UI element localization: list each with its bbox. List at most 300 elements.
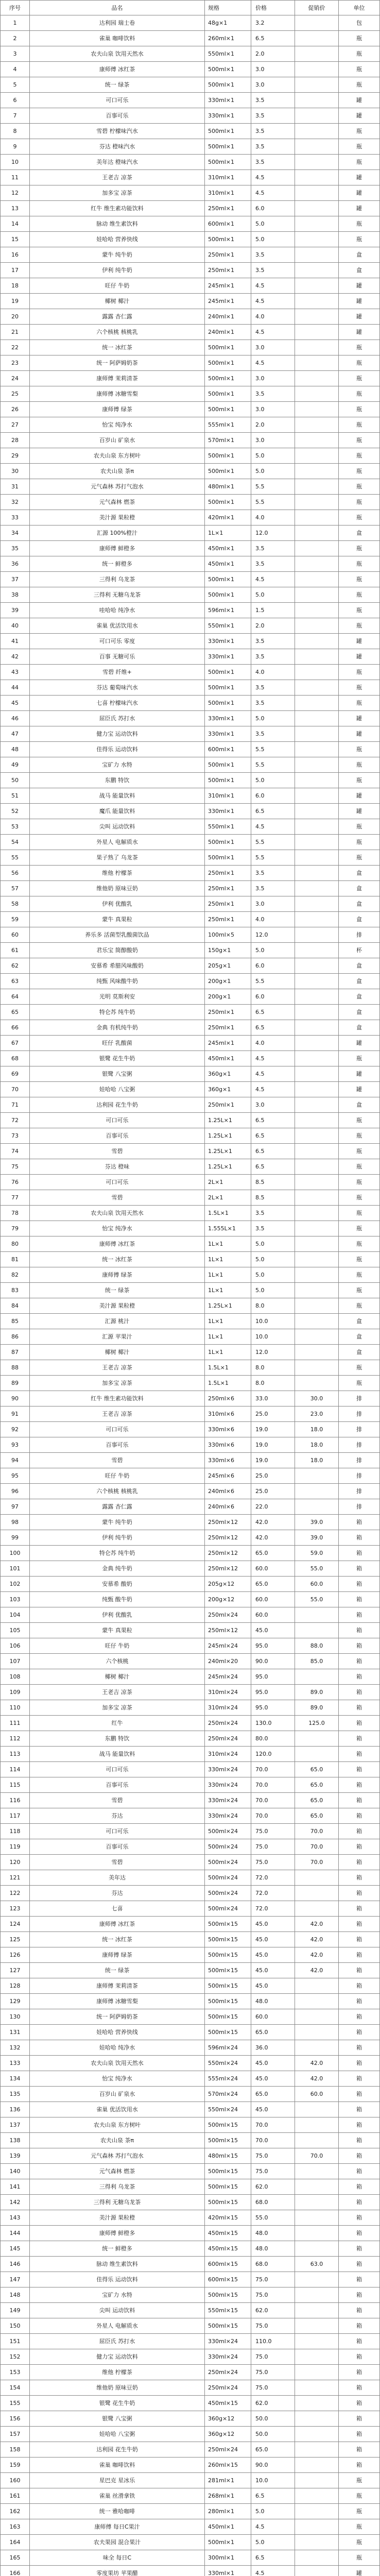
row-product-name: 元气森林 苏打气泡水	[30, 479, 205, 495]
row-unit: 排	[339, 1453, 380, 1468]
row-spec: 550ml×1	[205, 618, 251, 634]
row-unit: 瓶	[339, 1051, 380, 1066]
row-price: 60.0	[251, 2009, 295, 2025]
row-promo-price	[295, 2195, 339, 2210]
row-unit: 盒	[339, 1345, 380, 1360]
table-row	[0, 1097, 380, 1113]
row-unit: 罐	[339, 726, 380, 742]
row-price: 42.0	[251, 1515, 295, 1530]
row-price: 3.5	[251, 541, 295, 556]
row-product-name: 蒙牛 纯牛奶	[30, 1515, 205, 1530]
row-price: 4.5	[251, 170, 295, 185]
row-product-name: 蒙牛 纯牛奶	[30, 247, 205, 263]
row-unit: 瓶	[339, 680, 380, 696]
row-index: 66	[0, 1020, 30, 1036]
row-promo-price	[295, 958, 339, 974]
row-spec: 1L×1	[205, 526, 251, 541]
row-spec: 1L×1	[205, 1267, 251, 1283]
row-price: 3.0	[251, 371, 295, 386]
row-spec: 250ml×1	[205, 201, 251, 216]
row-spec: 250ml×24	[205, 1716, 251, 1731]
row-product-name: 芬达 橙味汽水	[30, 139, 205, 155]
row-product-name: 宝矿力 水特	[30, 757, 205, 773]
row-product-name: 农夫山泉 东方树叶	[30, 2117, 205, 2133]
row-price: 25.0	[251, 1484, 295, 1499]
row-unit: 瓶	[339, 464, 380, 479]
row-promo-price	[295, 371, 339, 386]
row-index: 21	[0, 325, 30, 340]
row-product-name: 达利园 花生牛奶	[30, 1097, 205, 1113]
row-promo-price	[295, 726, 339, 742]
row-promo-price: 70.0	[295, 1839, 339, 1855]
row-promo-price	[295, 556, 339, 572]
row-price: 5.0	[251, 587, 295, 603]
row-index: 84	[0, 1298, 30, 1314]
row-unit: 箱	[339, 2334, 380, 2349]
row-spec: 280ml×1	[205, 2504, 251, 2519]
row-price: 3.5	[251, 247, 295, 263]
row-promo-price: 70.0	[295, 2148, 339, 2164]
row-price: 3.5	[251, 108, 295, 124]
table-row	[0, 541, 380, 556]
row-product-name: 佳得乐 运动饮料	[30, 742, 205, 757]
row-product-name: 农夫山泉 饮用天然水	[30, 1206, 205, 1221]
row-spec: 330ml×24	[205, 2349, 251, 2365]
row-promo-price	[295, 2102, 339, 2117]
row-spec: 250ml×24	[205, 2365, 251, 2380]
row-price: 3.5	[251, 1206, 295, 1221]
row-promo-price	[295, 325, 339, 340]
row-price: 5.0	[251, 1267, 295, 1283]
table-row	[0, 2334, 380, 2349]
row-product-name: 星巴克 星冰乐	[30, 2473, 205, 2488]
row-index: 105	[0, 1623, 30, 1638]
row-promo-price	[295, 634, 339, 649]
row-product-name: 旺仔 牛奶	[30, 1638, 205, 1654]
table-row	[0, 1113, 380, 1128]
row-promo-price	[295, 15, 339, 31]
table-row	[0, 2380, 380, 2396]
row-product-name: 健力宝 运动饮料	[30, 726, 205, 742]
row-index: 71	[0, 1097, 30, 1113]
table-row	[0, 2071, 380, 2087]
row-spec: 48g×1	[205, 15, 251, 31]
row-price: 6.0	[251, 788, 295, 804]
row-price: 5.0	[251, 773, 295, 788]
row-price: 68.0	[251, 2195, 295, 2210]
table-row	[0, 108, 380, 124]
table-row	[0, 1345, 380, 1360]
row-index: 116	[0, 1793, 30, 1808]
row-unit: 箱	[339, 2257, 380, 2272]
row-product-name: 雪碧	[30, 1793, 205, 1808]
table-row	[0, 788, 380, 804]
row-product-name: 七喜 柠檬味汽水	[30, 696, 205, 711]
row-index: 65	[0, 1005, 30, 1020]
row-spec: 330ml×24	[205, 1777, 251, 1793]
table-row	[0, 1963, 380, 1978]
row-spec: 330ml×24	[205, 1793, 251, 1808]
row-unit: 瓶	[339, 618, 380, 634]
row-index: 164	[0, 2535, 30, 2550]
table-row	[0, 943, 380, 958]
row-product-name: 美年达 橙味汽水	[30, 155, 205, 170]
row-promo-price	[295, 2411, 339, 2427]
table-row	[0, 1623, 380, 1638]
row-spec: 500ml×24	[205, 1886, 251, 1901]
row-promo-price	[295, 62, 339, 77]
row-index: 113	[0, 1747, 30, 1762]
table-row	[0, 1777, 380, 1793]
row-price: 70.0	[251, 1808, 295, 1824]
table-row	[0, 572, 380, 587]
row-spec: 281ml×1	[205, 2473, 251, 2488]
table-row	[0, 927, 380, 943]
row-unit: 盒	[339, 896, 380, 912]
row-index: 11	[0, 170, 30, 185]
row-price: 19.0	[251, 1422, 295, 1437]
row-unit: 箱	[339, 2009, 380, 2025]
row-promo-price	[295, 1252, 339, 1267]
row-spec: 330ml×1	[205, 93, 251, 108]
row-product-name: 王老吉 凉茶	[30, 1360, 205, 1376]
row-spec: 596ml×1	[205, 603, 251, 618]
row-spec: 500ml×15	[205, 1978, 251, 1994]
row-spec: 1.5L×1	[205, 1376, 251, 1391]
row-promo-price	[295, 912, 339, 927]
row-promo-price	[295, 185, 339, 201]
row-unit: 罐	[339, 634, 380, 649]
row-index: 18	[0, 278, 30, 294]
table-row	[0, 958, 380, 974]
table-row	[0, 1808, 380, 1824]
row-unit: 罐	[339, 649, 380, 665]
row-promo-price	[295, 2458, 339, 2473]
row-promo-price	[295, 216, 339, 232]
table-row	[0, 711, 380, 726]
row-product-name: 统一 鲜橙多	[30, 556, 205, 572]
row-index: 5	[0, 77, 30, 93]
row-price: 4.5	[251, 819, 295, 835]
table-row	[0, 2210, 380, 2226]
row-price: 5.0	[251, 464, 295, 479]
row-unit: 瓶	[339, 541, 380, 556]
table-row	[0, 2117, 380, 2133]
header-promo-price: 促销价	[295, 0, 339, 15]
row-product-name: 娃哈哈 营养快线	[30, 232, 205, 247]
table-row	[0, 1947, 380, 1963]
table-header	[0, 0, 380, 15]
row-price: 45.0	[251, 2102, 295, 2117]
row-unit: 箱	[339, 1546, 380, 1561]
row-product-name: 雪碧	[30, 1855, 205, 1870]
row-price: 8.0	[251, 1360, 295, 1376]
row-price: 65.0	[251, 1577, 295, 1592]
row-index: 19	[0, 294, 30, 309]
row-spec: 240ml×6	[205, 1484, 251, 1499]
table-row	[0, 2056, 380, 2071]
table-row	[0, 479, 380, 495]
row-index: 132	[0, 2040, 30, 2056]
row-spec: 330ml×1	[205, 2566, 251, 2576]
row-spec: 310ml×24	[205, 1685, 251, 1700]
row-spec: 330ml×1	[205, 634, 251, 649]
row-spec: 1L×1	[205, 1283, 251, 1298]
row-index: 89	[0, 1376, 30, 1391]
table-row	[0, 2287, 380, 2303]
row-spec: 500ml×15	[205, 2117, 251, 2133]
row-promo-price	[295, 1499, 339, 1515]
row-price: 5.0	[251, 1283, 295, 1298]
row-price: 3.5	[251, 139, 295, 155]
row-product-name: 娃哈哈 八宝粥	[30, 2427, 205, 2442]
row-index: 106	[0, 1638, 30, 1654]
row-unit: 箱	[339, 2241, 380, 2257]
row-unit: 瓶	[339, 139, 380, 155]
row-promo-price	[295, 1623, 339, 1638]
row-product-name: 康师傅 绿茶	[30, 1947, 205, 1963]
row-promo-price	[295, 1870, 339, 1886]
row-spec: 500ml×15	[205, 1994, 251, 2009]
row-index: 118	[0, 1824, 30, 1839]
row-unit: 盒	[339, 958, 380, 974]
table-row	[0, 1329, 380, 1345]
row-index: 4	[0, 62, 30, 77]
row-spec: 500ml×1	[205, 587, 251, 603]
row-price: 3.0	[251, 77, 295, 93]
row-unit: 箱	[339, 1963, 380, 1978]
table-row	[0, 402, 380, 417]
table-row	[0, 62, 380, 77]
row-index: 107	[0, 1654, 30, 1669]
row-unit: 瓶	[339, 850, 380, 866]
row-product-name: 特仑苏 纯牛奶	[30, 1546, 205, 1561]
row-spec: 360g×1	[205, 1082, 251, 1097]
row-price: 3.5	[251, 556, 295, 572]
row-product-name: 蒙牛 真果粒	[30, 1623, 205, 1638]
row-product-name: 百事 无糖可乐	[30, 649, 205, 665]
row-price: 4.5	[251, 2519, 295, 2535]
row-promo-price	[295, 927, 339, 943]
row-spec: 500ml×15	[205, 1932, 251, 1947]
row-index: 10	[0, 155, 30, 170]
row-product-name: 娃哈哈 营养快线	[30, 2025, 205, 2040]
row-unit: 排	[339, 1468, 380, 1484]
row-index: 7	[0, 108, 30, 124]
row-spec: 330ml×24	[205, 1808, 251, 1824]
row-spec: 360g×12	[205, 2411, 251, 2427]
row-price: 70.0	[251, 2117, 295, 2133]
table-row	[0, 1437, 380, 1453]
row-index: 57	[0, 881, 30, 896]
row-promo-price	[295, 77, 339, 93]
row-unit: 箱	[339, 1793, 380, 1808]
row-promo-price: 65.0	[295, 1793, 339, 1808]
table-row	[0, 31, 380, 46]
row-index: 27	[0, 417, 30, 433]
row-index: 16	[0, 247, 30, 263]
row-price: 33.0	[251, 1391, 295, 1406]
row-price: 5.5	[251, 479, 295, 495]
table-row	[0, 216, 380, 232]
row-spec: 450ml×1	[205, 556, 251, 572]
row-unit: 排	[339, 1437, 380, 1453]
row-price: 65.0	[251, 2087, 295, 2102]
row-unit: 箱	[339, 1855, 380, 1870]
row-product-name: 味全 每日C	[30, 2550, 205, 2566]
table-row	[0, 1886, 380, 1901]
row-spec: 550ml×24	[205, 2102, 251, 2117]
row-spec: 500ml×1	[205, 757, 251, 773]
row-spec: 250ml×1	[205, 263, 251, 278]
row-spec: 450ml×15	[205, 2396, 251, 2411]
row-promo-price: 88.0	[295, 1638, 339, 1654]
row-index: 39	[0, 603, 30, 618]
row-unit: 瓶	[339, 572, 380, 587]
row-unit: 箱	[339, 1607, 380, 1623]
row-promo-price	[295, 2133, 339, 2148]
row-spec: 330ml×6	[205, 1422, 251, 1437]
row-product-name: 银鹭 八宝粥	[30, 1066, 205, 1082]
row-price: 90.0	[251, 1654, 295, 1669]
row-spec: 420ml×15	[205, 2210, 251, 2226]
table-row	[0, 448, 380, 464]
row-product-name: 雀巢 咖啡饮料	[30, 2458, 205, 2473]
row-product-name: 可口可乐	[30, 93, 205, 108]
row-index: 34	[0, 526, 30, 541]
row-unit: 箱	[339, 2396, 380, 2411]
row-spec: 500ml×1	[205, 340, 251, 355]
row-spec: 250ml×1	[205, 896, 251, 912]
row-unit: 箱	[339, 1762, 380, 1777]
row-index: 111	[0, 1716, 30, 1731]
row-price: 5.5	[251, 974, 295, 989]
row-index: 46	[0, 711, 30, 726]
row-price: 4.5	[251, 2566, 295, 2576]
row-index: 13	[0, 201, 30, 216]
row-spec: 205g×12	[205, 1577, 251, 1592]
row-promo-price	[295, 1036, 339, 1051]
row-promo-price	[295, 1607, 339, 1623]
row-promo-price	[295, 1128, 339, 1144]
row-product-name: 红牛 维生素功能饮料	[30, 201, 205, 216]
row-unit: 瓶	[339, 1267, 380, 1283]
row-index: 150	[0, 2318, 30, 2334]
row-price: 62.0	[251, 2396, 295, 2411]
row-index: 56	[0, 866, 30, 881]
row-index: 86	[0, 1329, 30, 1345]
row-spec: 500ml×15	[205, 1947, 251, 1963]
table-row	[0, 2133, 380, 2148]
row-price: 5.0	[251, 232, 295, 247]
row-index: 61	[0, 943, 30, 958]
row-index: 60	[0, 927, 30, 943]
row-product-name: 汇源 100%橙汁	[30, 526, 205, 541]
table-row	[0, 1159, 380, 1175]
row-index: 166	[0, 2566, 30, 2576]
row-index: 29	[0, 448, 30, 464]
row-price: 130.0	[251, 1716, 295, 1731]
row-promo-price	[295, 618, 339, 634]
row-index: 45	[0, 696, 30, 711]
row-product-name: 农夫果园 混合果汁	[30, 2535, 205, 2550]
row-index: 101	[0, 1561, 30, 1577]
row-index: 151	[0, 2334, 30, 2349]
row-promo-price	[295, 510, 339, 526]
row-promo-price	[295, 819, 339, 835]
row-index: 62	[0, 958, 30, 974]
row-product-name: 统一 阿萨姆奶茶	[30, 2009, 205, 2025]
row-index: 125	[0, 1932, 30, 1947]
row-promo-price	[295, 1005, 339, 1020]
row-product-name: 君乐宝 简醇酸奶	[30, 943, 205, 958]
row-spec: 260ml×1	[205, 31, 251, 46]
row-price: 45.0	[251, 2056, 295, 2071]
row-promo-price	[295, 587, 339, 603]
table-row	[0, 1716, 380, 1731]
row-unit: 盒	[339, 1329, 380, 1345]
row-price: 10.0	[251, 2473, 295, 2488]
row-unit: 瓶	[339, 1360, 380, 1376]
row-index: 144	[0, 2226, 30, 2241]
row-index: 80	[0, 1236, 30, 1252]
row-index: 127	[0, 1963, 30, 1978]
row-product-name: 康师傅 冰红茶	[30, 62, 205, 77]
row-unit: 箱	[339, 2025, 380, 2040]
row-spec: 600ml×15	[205, 2257, 251, 2272]
row-promo-price	[295, 263, 339, 278]
row-product-name: 怡宝 纯净水	[30, 2071, 205, 2087]
row-price: 3.5	[251, 866, 295, 881]
table-row	[0, 2179, 380, 2195]
row-spec: 250ml×1	[205, 866, 251, 881]
row-product-name: 统一 绿茶	[30, 1283, 205, 1298]
row-promo-price	[295, 1267, 339, 1283]
row-product-name: 三得利 乌龙茶	[30, 572, 205, 587]
row-product-name: 统一 阿萨姆奶茶	[30, 355, 205, 371]
row-unit: 箱	[339, 1886, 380, 1901]
row-price: 72.0	[251, 1870, 295, 1886]
row-promo-price: 65.0	[295, 1808, 339, 1824]
table-row	[0, 1870, 380, 1886]
row-promo-price: 42.0	[295, 1932, 339, 1947]
row-product-name: 元气森林 燃茶	[30, 495, 205, 510]
row-unit: 盒	[339, 526, 380, 541]
row-unit: 瓶	[339, 448, 380, 464]
row-price: 75.0	[251, 2164, 295, 2179]
row-product-name: 椰树 椰汁	[30, 1345, 205, 1360]
row-index: 54	[0, 835, 30, 850]
table-row	[0, 510, 380, 526]
row-index: 147	[0, 2272, 30, 2287]
row-promo-price	[295, 696, 339, 711]
row-product-name: 百事可乐	[30, 1437, 205, 1453]
row-promo-price	[295, 665, 339, 680]
table-row	[0, 155, 380, 170]
row-promo-price	[295, 170, 339, 185]
row-spec: 1L×1	[205, 1236, 251, 1252]
row-promo-price	[295, 2396, 339, 2411]
row-promo-price: 42.0	[295, 1963, 339, 1978]
row-promo-price: 70.0	[295, 1855, 339, 1870]
row-price: 6.5	[251, 2550, 295, 2566]
row-spec: 250ml×1	[205, 881, 251, 896]
table-row	[0, 1638, 380, 1654]
row-product-name: 百事可乐	[30, 108, 205, 124]
table-row	[0, 1978, 380, 1994]
row-unit: 瓶	[339, 62, 380, 77]
row-spec: 500ml×1	[205, 124, 251, 139]
